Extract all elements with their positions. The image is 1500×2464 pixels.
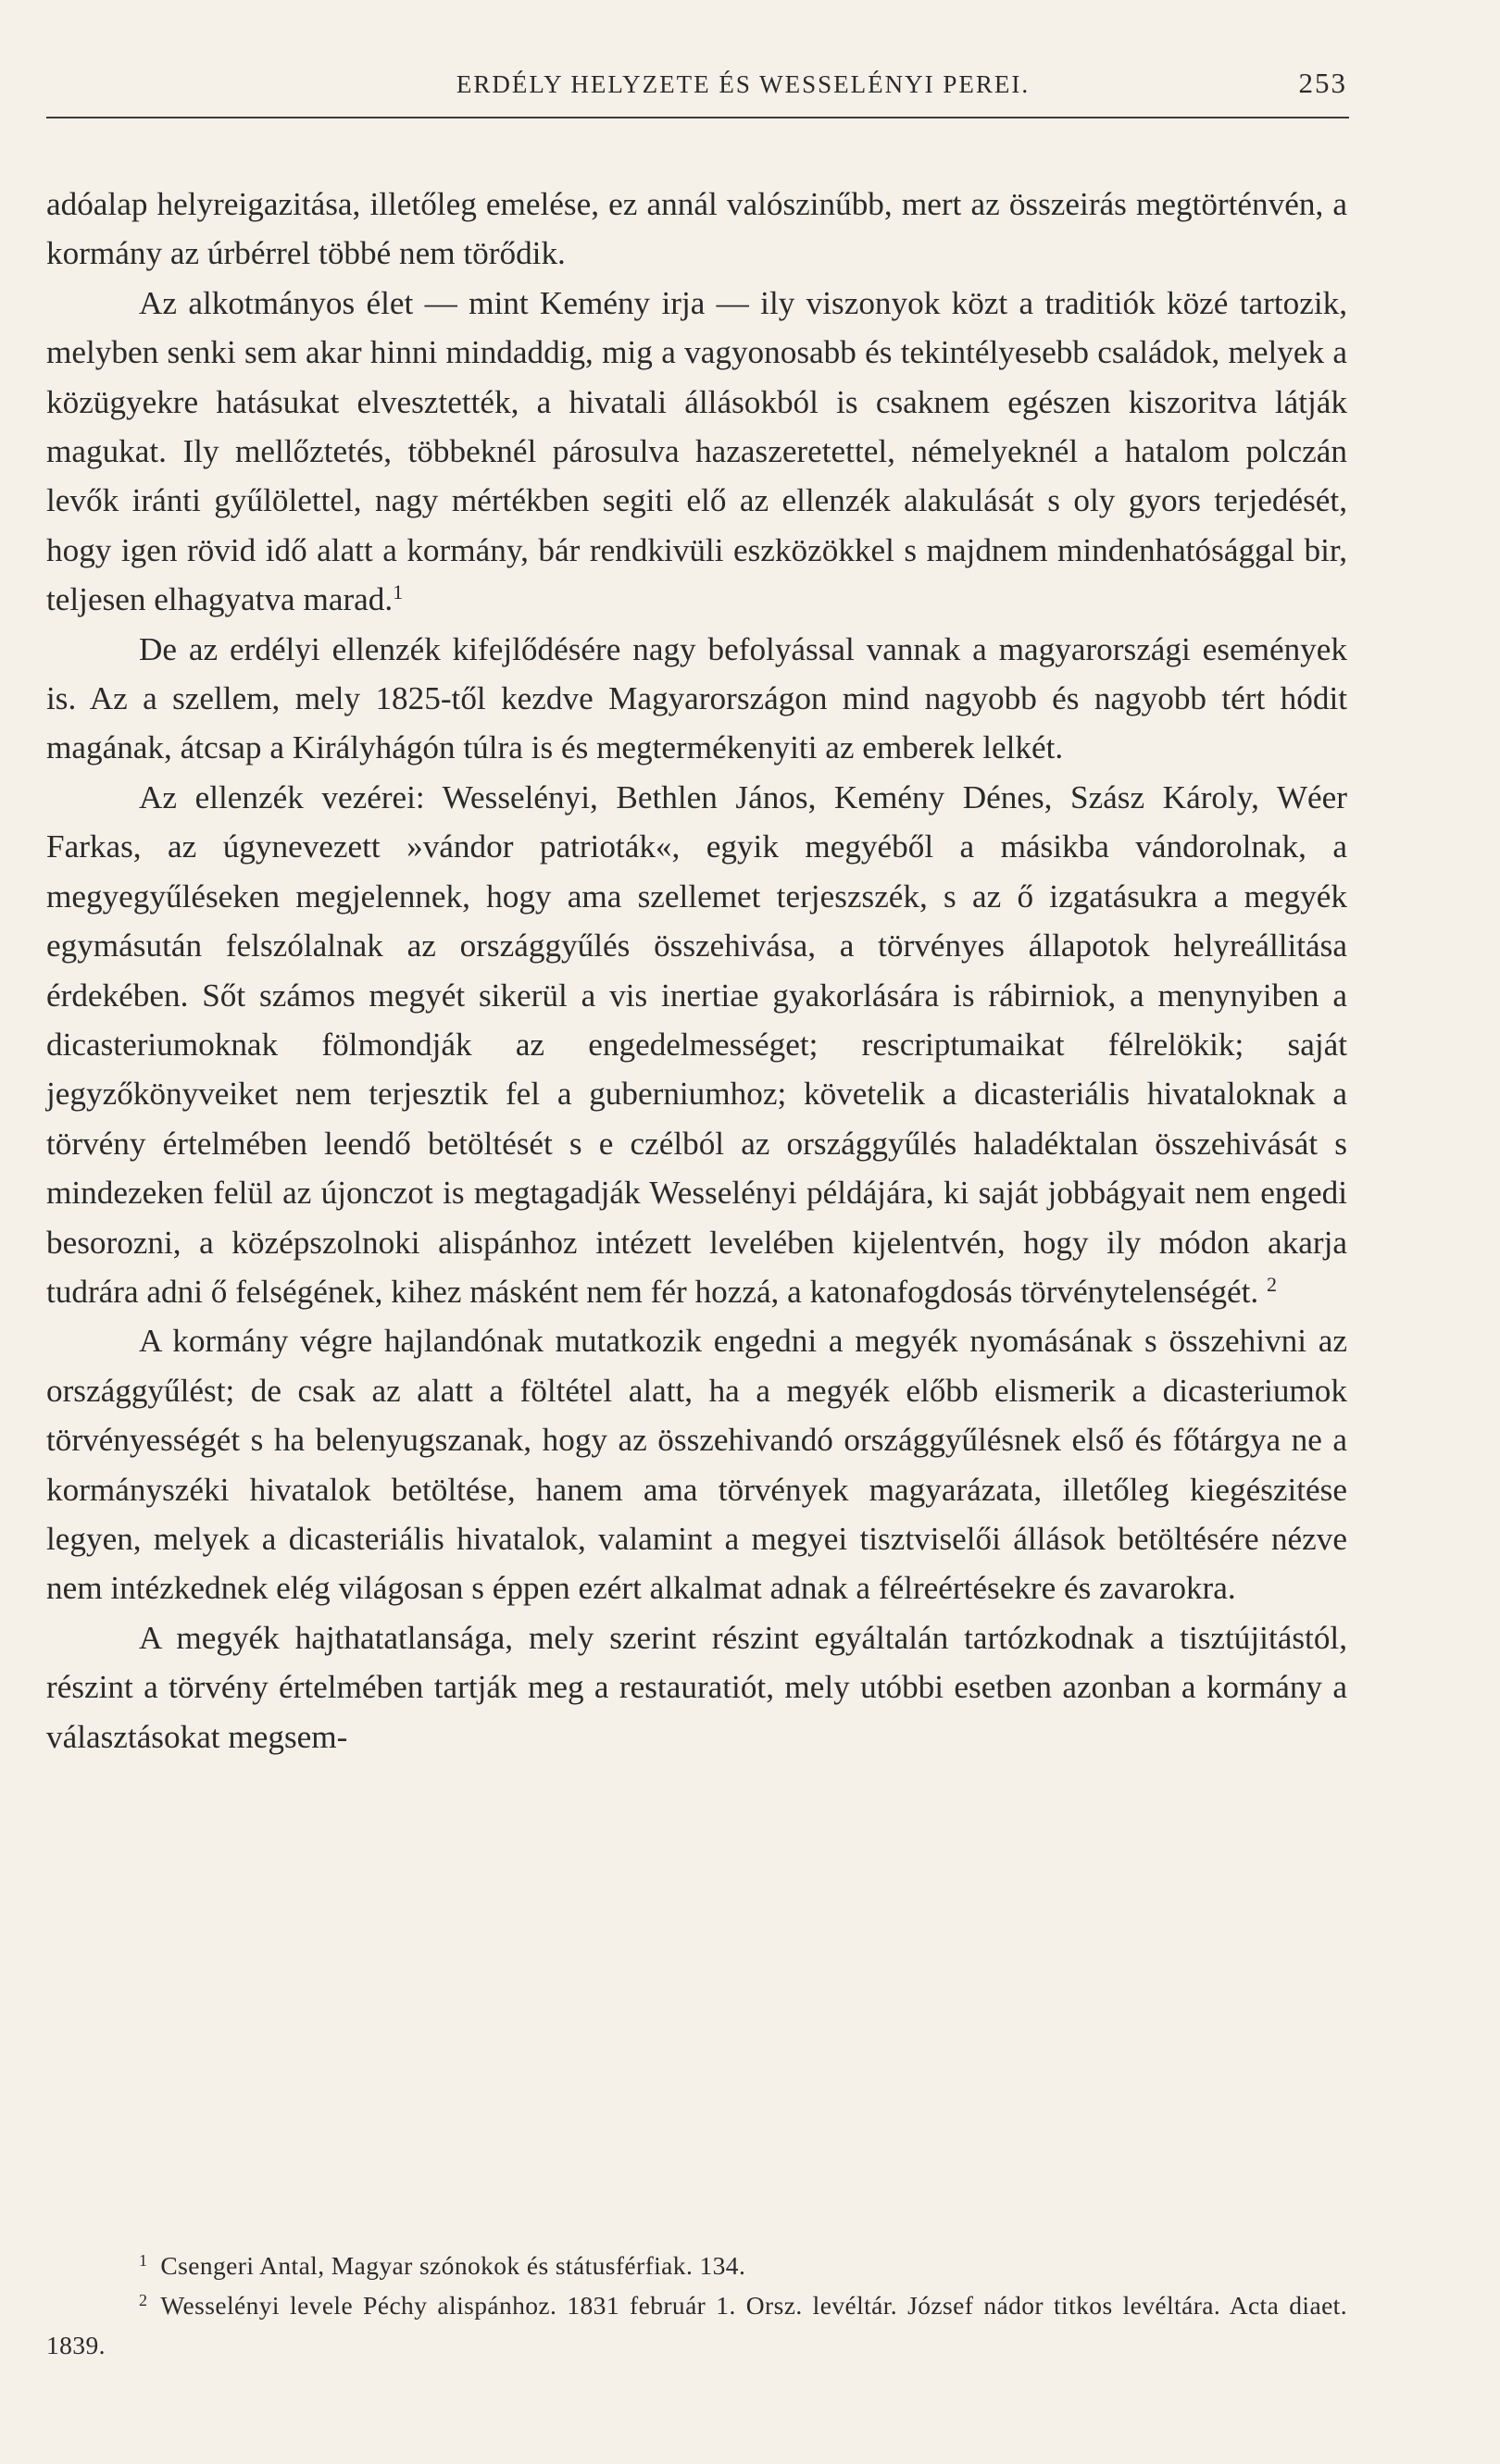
footnote-mark: 2 xyxy=(139,2291,148,2309)
paragraph-text: Az alkotmányos élet — mint Kemény irja — ily viszonyok közt a traditiók közé tartozik, melyben senki sem akar hinni mindaddig, mig a vagyonosabb és tekintélyesebb családok, melyek a közügyekre hatásukat elvesztették, a hivatali állásokból is csaknem egészen kiszoritva látják magukat. Ily mellőztetés, többeknél párosulva hazaszeretettel, némelyeknél a hatalom polczán levők iránti gyűlölettel, nagy mértékben segiti elő az ellenzék alakulását s oly gyors terjedését, hogy igen rövid idő alatt a kormány, bár rendkivüli eszközökkel s majdnem mindenhatósággal bir, teljesen elhagyatva marad. xyxy=(46,284,1347,618)
footnote-text: Csengeri Antal, Magyar szónokok és státusférfiak. 134. xyxy=(160,2251,746,2280)
footnote xyxy=(46,2285,1347,2365)
body-text xyxy=(46,180,1347,1761)
paragraph-text: adóalap helyreigazitása, illetőleg emelése, ez annál valószinűbb, mert az összeirás megtörténvén, a kormány az úrbérrel többé nem törődik. xyxy=(46,186,1347,272)
page-header xyxy=(139,67,1347,107)
paragraph xyxy=(46,1316,1347,1612)
paragraph xyxy=(46,279,1347,625)
footnote-text: Wesselényi levele Péchy alispánhoz. 1831 február 1. Orsz. levéltár. József nádor titkos levéltára. Acta diaet. 1839. xyxy=(46,2291,1347,2359)
footnote-ref[interactable]: 1 xyxy=(393,580,404,604)
footnotes xyxy=(46,2246,1347,2365)
paragraph xyxy=(46,180,1347,279)
paragraph-text: Az ellenzék vezérei: Wesselényi, Bethlen János, Kemény Dénes, Szász Károly, Wéer Farkas, az úgynevezett »vándor patrioták«, egyik megyéből a másikba vándorolnak, a megyegyűléseken megjelennek, hogy ama szellemet terjeszszék, s az ő izgatásukra a megyék egymásután felszólalnak az országgyűlés összehivása, a törvényes állapotok helyreállitása érdekében. Sőt számos megyét sikerül a vis inertiae gyakorlására is rábirniok, a menynyiben a dicasteriumoknak fölmondják az engedelmességet; rescriptumaikat félrelökik; saját jegyzőkönyveiket nem terjesztik fel a guberniumhoz; követelik a dicasteriális hivataloknak a törvény értelmében leendő betöltését s e czélból az országgyűlés haladéktalan összehivását s mindezeken felül az újonczot is megtagadják Wesselényi példájára, ki saját jobbágyait nem engedi besorozni, a középszolnoki alispánhoz intézett levelében kijelentvén, hogy ily módon akarja tudrára adni ő felségének, kihez másként nem fér hozzá, a katonafogdosás törvénytelenségét. xyxy=(46,778,1347,1310)
paragraph xyxy=(46,773,1347,1316)
header-rule xyxy=(46,117,1349,118)
footnote-ref[interactable]: 2 xyxy=(1267,1272,1278,1296)
paragraph xyxy=(46,625,1347,773)
page-number: 253 xyxy=(1298,67,1347,99)
paragraph-text: A megyék hajthatatlansága, mely szerint részint egyáltalán tartózkodnak a tisztújitástól, részint a törvény értelmében tartják meg a restauratiót, mely utóbbi esetben azonban a kormány a választásokat megsem- xyxy=(46,1619,1347,1755)
running-title: ERDÉLY HELYZETE ÉS WESSELÉNYI PEREI. xyxy=(456,70,1031,98)
footnote xyxy=(46,2246,1347,2285)
paragraph-text: De az erdélyi ellenzék kifejlődésére nagy befolyással vannak a magyarországi események is. Az a szellem, mely 1825-től kezdve Magyarországon mind nagyobb és nagyobb tért hódit magának, átcsap a Királyhágón túlra is és megtermékenyiti az emberek lelkét. xyxy=(46,630,1347,766)
paragraph xyxy=(46,1613,1347,1761)
footnote-mark: 1 xyxy=(139,2251,148,2270)
paragraph-text: A kormány végre hajlandónak mutatkozik engedni a megyék nyomásának s összehivni az országgyűlést; de csak az alatt a föltétel alatt, ha a megyék előbb elismerik a dicasteriumok törvényességét s ha belenyugszanak, hogy az összehivandó országgyűlésnek első és főtárgya ne a kormányszéki hivatalok betöltése, hanem ama törvények magyarázata, illetőleg kiegészitése legyen, melyek a dicasteriális hivatalok, valamint a megyei tisztviselői állások betöltésére nézve nem intézkednek elég világosan s éppen ezért alkalmat adnak a félreértésekre és zavarokra. xyxy=(46,1323,1347,1607)
